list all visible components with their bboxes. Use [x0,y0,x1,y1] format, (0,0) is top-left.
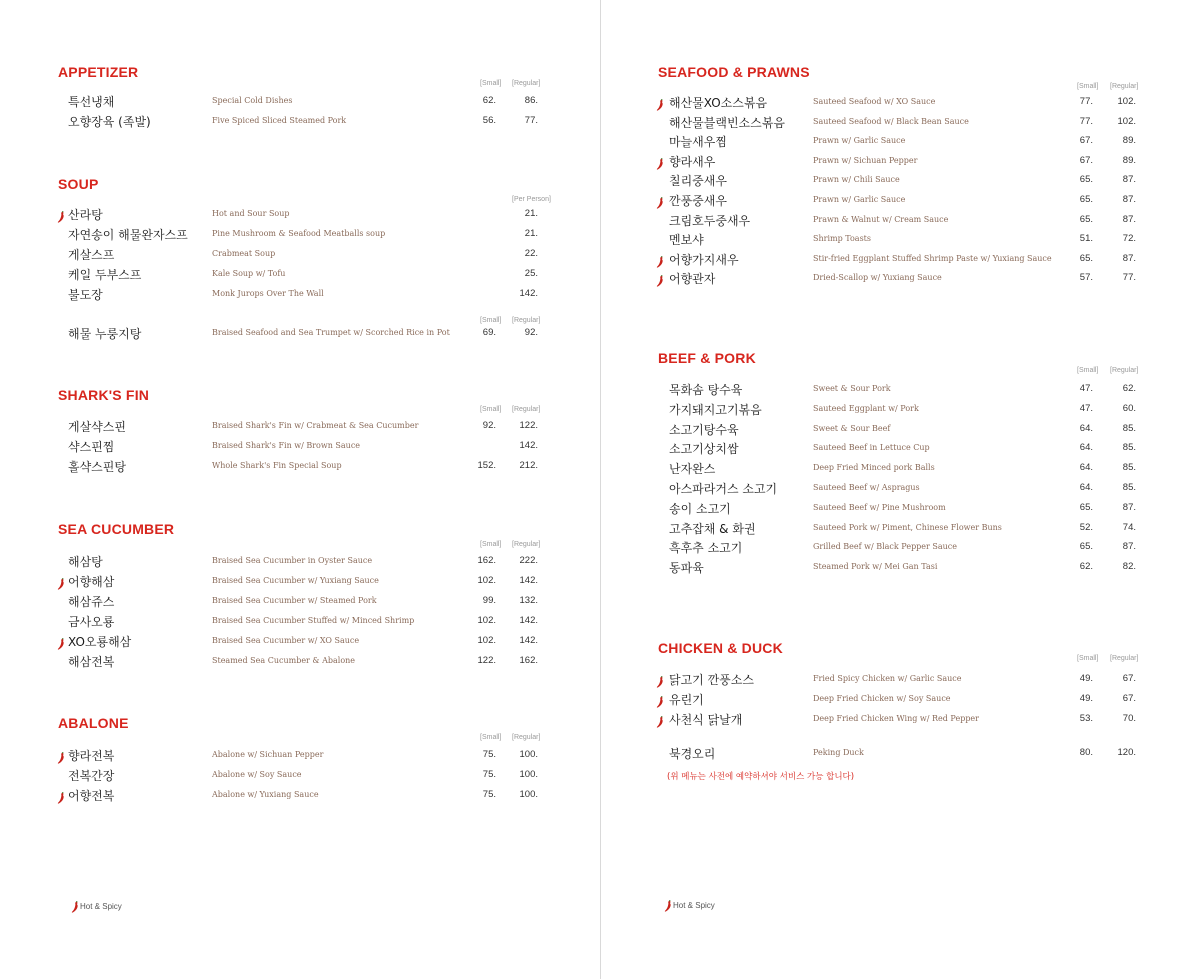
menu-item-row [0,285,600,305]
item-price-regular: 102. [1117,96,1136,107]
menu-item-row [0,552,600,572]
size-label-regular: [Regular] [1110,655,1139,662]
item-english-name: Peking Duck [813,748,864,757]
item-price-small: 56. [482,115,496,126]
item-price-small: 65. [1079,253,1093,264]
item-price-small: 75. [482,769,496,780]
item-price-small: 102. [477,635,496,646]
hot-spicy-chili-icon [71,901,79,913]
item-price-regular: 122. [519,420,538,431]
item-price-small: 53. [1079,713,1093,724]
size-label-small: [Small] [480,317,502,324]
menu-item-row [601,93,1200,113]
item-english-name: Braised Sea Cucumber w/ XO Sauce [212,636,360,645]
menu-item-row [601,400,1200,420]
item-price-regular: 86. [524,95,538,106]
item-price-regular: 87. [1122,214,1136,225]
item-price-regular: 21. [524,228,538,239]
item-korean-name: 어향전복 [68,789,115,803]
menu-item-row [601,171,1200,191]
item-price-regular: 22. [524,248,538,259]
item-korean-name: 동파육 [669,561,704,575]
hot-spicy-chili-icon [656,673,664,685]
item-korean-name: 해산물블랙빈소스볶음 [669,116,785,130]
item-price-small: 65. [1079,194,1093,205]
item-price-regular: 102. [1117,116,1136,127]
item-korean-name: 가지돼지고기볶음 [669,403,762,417]
item-price-regular: 120. [1117,747,1136,758]
item-english-name: Braised Shark's Fin w/ Brown Sauce [212,441,361,450]
item-price-regular: 142. [519,635,538,646]
item-price-small: 57. [1079,272,1093,283]
item-english-name: Sauteed Beef in Lettuce Cup [813,443,930,452]
reservation-note: (위 메뉴는 사전에 예약하셔야 서비스 가능 합니다) [667,772,855,782]
item-price-small: 102. [477,615,496,626]
item-price-regular: 87. [1122,541,1136,552]
size-label-regular: [Regular] [512,317,541,324]
item-price-regular: 21. [524,208,538,219]
item-price-regular: 85. [1122,482,1136,493]
item-price-small: 64. [1079,442,1093,453]
item-english-name: Prawn w/ Sichuan Pepper [813,156,918,165]
item-korean-name: 향라새우 [669,155,716,169]
item-english-name: Sauteed Eggplant w/ Pork [813,404,919,413]
menu-item-row [601,380,1200,400]
item-korean-name: 해산물XO소스볶음 [669,96,768,110]
item-price-regular: 60. [1122,403,1136,414]
item-price-small: 75. [482,789,496,800]
item-korean-name: 고추잡채 & 화권 [669,522,756,536]
item-korean-name: 칠리중새우 [669,174,727,188]
item-price-regular: 212. [519,460,538,471]
item-price-small: 49. [1079,673,1093,684]
item-english-name: Fried Spicy Chicken w/ Garlic Sauce [813,674,962,683]
item-korean-name: 어향해삼 [68,575,115,589]
item-price-regular: 89. [1122,135,1136,146]
menu-item-row [0,746,600,766]
menu-item-row [0,632,600,652]
menu-item-row [601,152,1200,172]
item-korean-name: 불도장 [68,288,103,302]
item-korean-name: 깐풍중새우 [669,194,727,208]
size-label-small: [Small] [480,406,502,413]
item-price-regular: 25. [524,268,538,279]
item-korean-name: 향라전복 [68,749,115,763]
menu-item-row [0,324,600,344]
item-price-regular: 67. [1122,693,1136,704]
hot-spicy-chili-icon [57,575,65,587]
menu-item-row [601,420,1200,440]
item-korean-name: 흑후추 소고기 [669,541,743,555]
menu-item-row [0,457,600,477]
menu-item-row [0,612,600,632]
size-label-regular: [Per Person] [512,196,551,203]
size-label-small: [Small] [480,541,502,548]
section-title: SEAFOOD & PRAWNS [658,64,810,80]
item-korean-name: 닭고기 깐풍소스 [669,673,754,687]
section-title: ABALONE [58,715,129,731]
item-english-name: Sweet & Sour Pork [813,384,891,393]
menu-item-row [601,519,1200,539]
menu-item-row [0,205,600,225]
item-price-small: 64. [1079,482,1093,493]
menu-item-row [601,191,1200,211]
item-english-name: Prawn w/ Garlic Sauce [813,136,906,145]
item-korean-name: 해삼탕 [68,555,103,569]
hot-spicy-chili-icon [57,208,65,220]
item-english-name: Whole Shark's Fin Special Soup [212,461,342,470]
item-price-small: 51. [1079,233,1093,244]
item-price-small: 47. [1079,383,1093,394]
item-korean-name: XO오룡해삼 [68,635,132,649]
item-price-regular: 222. [519,555,538,566]
item-price-regular: 85. [1122,462,1136,473]
menu-item-row [601,690,1200,710]
item-price-regular: 87. [1122,194,1136,205]
item-english-name: Deep Fried Chicken Wing w/ Red Pepper [813,714,979,723]
menu-item-row [601,479,1200,499]
item-price-small: 67. [1079,135,1093,146]
item-price-small: 80. [1079,747,1093,758]
item-english-name: Prawn w/ Garlic Sauce [813,195,906,204]
item-korean-name: 전복간장 [68,769,115,783]
item-english-name: Pine Mushroom & Seafood Meatballs soup [212,229,386,238]
item-price-regular: 100. [519,749,538,760]
legend-label: Hot & Spicy [80,902,122,911]
item-korean-name: 송이 소고기 [669,502,731,516]
size-label-regular: [Regular] [1110,367,1139,374]
item-price-small: 102. [477,575,496,586]
item-korean-name: 유린기 [669,693,704,707]
item-price-small: 77. [1079,116,1093,127]
hot-spicy-chili-icon [656,194,664,206]
item-english-name: Deep Fried Chicken w/ Soy Sauce [813,694,951,703]
right-menu-page [601,0,1200,979]
item-korean-name: 해물 누룽지탕 [68,327,142,341]
item-english-name: Five Spiced Sliced Steamed Pork [212,116,347,125]
hot-spicy-chili-icon [656,253,664,265]
item-price-small: 69. [482,327,496,338]
menu-item-row [601,459,1200,479]
item-english-name: Braised Sea Cucumber w/ Yuxiang Sauce [212,576,379,585]
item-price-small: 65. [1079,214,1093,225]
item-korean-name: 케일 두부스프 [68,268,142,282]
item-korean-name: 게살샥스핀 [68,420,126,434]
item-price-regular: 132. [519,595,538,606]
item-korean-name: 자연송이 해물완자스프 [68,228,188,242]
item-price-regular: 85. [1122,423,1136,434]
menu-item-row [601,269,1200,289]
item-price-regular: 70. [1122,713,1136,724]
menu-item-row [601,499,1200,519]
size-label-small: [Small] [1077,367,1099,374]
menu-item-row [601,439,1200,459]
menu-item-row [601,132,1200,152]
size-label-small: [Small] [480,734,502,741]
legend-label: Hot & Spicy [673,901,715,910]
item-price-regular: 162. [519,655,538,666]
item-english-name: Crabmeat Soup [212,249,276,258]
menu-item-row [0,437,600,457]
item-korean-name: 어향관자 [669,272,716,286]
item-price-regular: 142. [519,615,538,626]
item-korean-name: 어향가지새우 [669,253,739,267]
section-title: SOUP [58,176,99,192]
item-korean-name: 멘보샤 [669,233,704,247]
item-english-name: Abalone w/ Soy Sauce [212,770,302,779]
menu-item-row [601,230,1200,250]
item-price-small: 162. [477,555,496,566]
menu-item-row [601,558,1200,578]
size-label-regular: [Regular] [512,80,541,87]
item-price-small: 62. [1079,561,1093,572]
hot-spicy-chili-icon [656,693,664,705]
item-english-name: Sauteed Beef w/ Aspragus [813,483,920,492]
item-english-name: Hot and Sour Soup [212,209,290,218]
item-price-regular: 87. [1122,253,1136,264]
item-english-name: Kale Soup w/ Tofu [212,269,286,278]
size-label-small: [Small] [480,80,502,87]
item-korean-name: 아스파라거스 소고기 [669,482,778,496]
item-english-name: Abalone w/ Yuxiang Sauce [212,790,319,799]
menu-item-row [0,112,600,132]
item-english-name: Deep Fried Minced pork Balls [813,463,935,472]
item-price-small: 152. [477,460,496,471]
item-korean-name: 크림호두중새우 [669,214,751,228]
item-price-regular: 142. [519,288,538,299]
size-label-small: [Small] [1077,655,1099,662]
item-english-name: Prawn w/ Chili Sauce [813,175,900,184]
menu-item-row [601,538,1200,558]
menu-item-row [0,265,600,285]
item-price-regular: 89. [1122,155,1136,166]
menu-item-row [601,113,1200,133]
item-price-regular: 87. [1122,174,1136,185]
menu-item-row [0,652,600,672]
item-price-regular: 85. [1122,442,1136,453]
item-korean-name: 오향장육 (족발) [68,115,151,129]
item-price-small: 65. [1079,541,1093,552]
section-title: APPETIZER [58,64,139,80]
item-english-name: Sweet & Sour Beef [813,424,891,433]
menu-item-row [0,592,600,612]
item-korean-name: 마늘새우찜 [669,135,727,149]
hot-spicy-chili-icon [57,789,65,801]
item-english-name: Special Cold Dishes [212,96,293,105]
item-price-small: 99. [482,595,496,606]
menu-item-row [0,417,600,437]
section-title: SEA CUCUMBER [58,521,175,537]
item-korean-name: 사천식 닭날개 [669,713,743,727]
hot-spicy-chili-icon [57,635,65,647]
item-english-name: Braised Seafood and Sea Trumpet w/ Scorched Rice in Pot [212,328,450,337]
item-price-small: 49. [1079,693,1093,704]
hot-spicy-chili-icon [656,96,664,108]
menu-item-row [0,572,600,592]
item-english-name: Prawn & Walnut w/ Cream Sauce [813,215,949,224]
item-price-regular: 74. [1122,522,1136,533]
item-english-name: Monk Jurops Over The Wall [212,289,324,298]
item-price-regular: 62. [1122,383,1136,394]
item-english-name: Braised Sea Cucumber w/ Steamed Pork [212,596,377,605]
section-title: SHARK'S FIN [58,387,150,403]
item-price-small: 67. [1079,155,1093,166]
section-title: BEEF & PORK [658,350,756,366]
hot-spicy-chili-icon [57,749,65,761]
menu-item-row [0,245,600,265]
item-price-regular: 100. [519,769,538,780]
item-english-name: Stir-fried Eggplant Stuffed Shrimp Paste w/ Yuxiang Sauce [813,254,1052,263]
menu-item-row [0,92,600,112]
item-korean-name: 샥스핀찜 [68,440,115,454]
size-label-regular: [Regular] [1110,83,1139,90]
item-english-name: Steamed Pork w/ Mei Gan Tasi [813,562,938,571]
item-english-name: Sauteed Seafood w/ Black Bean Sauce [813,117,969,126]
item-price-regular: 72. [1122,233,1136,244]
item-price-small: 52. [1079,522,1093,533]
item-price-regular: 142. [519,440,538,451]
item-english-name: Dried-Scallop w/ Yuxiang Sauce [813,273,942,282]
menu-item-row [601,250,1200,270]
item-english-name: Sauteed Seafood w/ XO Sauce [813,97,936,106]
menu-item-row [0,786,600,806]
menu-item-row [601,744,1200,764]
hot-spicy-chili-icon [656,155,664,167]
item-price-small: 62. [482,95,496,106]
item-price-regular: 100. [519,789,538,800]
item-price-small: 47. [1079,403,1093,414]
item-english-name: Braised Sea Cucumber in Oyster Sauce [212,556,373,565]
hot-spicy-chili-icon [656,713,664,725]
item-english-name: Grilled Beef w/ Black Pepper Sauce [813,542,958,551]
item-english-name: Shrimp Toasts [813,234,871,243]
item-english-name: Sauteed Beef w/ Pine Mushroom [813,503,946,512]
item-price-small: 122. [477,655,496,666]
item-korean-name: 북경오리 [669,747,716,761]
item-price-small: 65. [1079,174,1093,185]
menu-item-row [601,710,1200,730]
size-label-regular: [Regular] [512,406,541,413]
item-korean-name: 특선냉채 [68,95,115,109]
menu-item-row [0,766,600,786]
item-price-regular: 87. [1122,502,1136,513]
item-korean-name: 홀샥스핀탕 [68,460,126,474]
hot-spicy-chili-icon [664,900,672,912]
hot-spicy-chili-icon [656,272,664,284]
menu-item-row [0,225,600,245]
item-price-regular: 67. [1122,673,1136,684]
item-price-small: 75. [482,749,496,760]
item-english-name: Abalone w/ Sichuan Pepper [212,750,324,759]
item-price-small: 77. [1079,96,1093,107]
item-price-regular: 142. [519,575,538,586]
item-price-regular: 82. [1122,561,1136,572]
size-label-regular: [Regular] [512,541,541,548]
item-korean-name: 해삼전복 [68,655,115,669]
item-korean-name: 목화솜 탕수육 [669,383,743,397]
item-english-name: Sauteed Pork w/ Piment, Chinese Flower Buns [813,523,1002,532]
item-korean-name: 소고기상치쌈 [669,442,739,456]
item-price-regular: 92. [524,327,538,338]
item-price-small: 64. [1079,462,1093,473]
item-english-name: Braised Sea Cucumber Stuffed w/ Minced Shrimp [212,616,415,625]
item-korean-name: 산라탕 [68,208,103,222]
item-korean-name: 해삼쥬스 [68,595,115,609]
section-title: CHICKEN & DUCK [658,640,783,656]
size-label-regular: [Regular] [512,734,541,741]
item-price-regular: 77. [1122,272,1136,283]
item-english-name: Braised Shark's Fin w/ Crabmeat & Sea Cucumber [212,421,419,430]
item-price-small: 92. [482,420,496,431]
menu-item-row [601,670,1200,690]
item-korean-name: 게살스프 [68,248,115,262]
item-korean-name: 난자완스 [669,462,716,476]
item-price-small: 65. [1079,502,1093,513]
item-english-name: Steamed Sea Cucumber & Abalone [212,656,356,665]
item-korean-name: 금사오룡 [68,615,115,629]
item-price-regular: 77. [524,115,538,126]
item-price-small: 64. [1079,423,1093,434]
menu-item-row [601,211,1200,231]
item-korean-name: 소고기탕수육 [669,423,739,437]
size-label-small: [Small] [1077,83,1099,90]
